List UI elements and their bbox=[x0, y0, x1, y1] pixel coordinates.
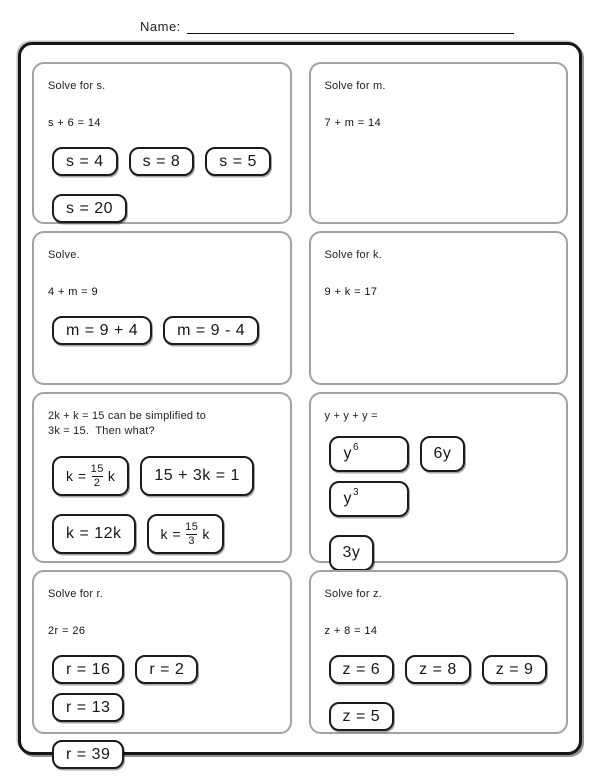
problem-equation: 7 + m = 14 bbox=[324, 117, 382, 129]
choice-group bbox=[52, 147, 278, 223]
choice-pill[interactable]: z = 8 bbox=[405, 655, 471, 684]
prompt-line-2: 3k = 15. Then what? bbox=[48, 425, 155, 437]
worksheet-frame bbox=[18, 42, 582, 763]
choice-group bbox=[52, 456, 278, 554]
problem-prompt: Solve for r. bbox=[48, 588, 103, 600]
choice-pill[interactable]: m = 9 + 4 bbox=[52, 316, 152, 345]
fraction-prefix: k = bbox=[160, 526, 182, 542]
power-base: y bbox=[343, 445, 352, 462]
name-label: Name: bbox=[140, 19, 181, 34]
problem-prompt bbox=[48, 409, 278, 439]
problem-prompt: Solve. bbox=[48, 249, 80, 261]
problem-prompt: Solve for z. bbox=[324, 588, 382, 600]
choice-pill[interactable]: r = 2 bbox=[135, 655, 198, 684]
problem-box-s bbox=[32, 62, 292, 224]
choice-pill[interactable]: 15 + 3k = 1 bbox=[140, 456, 254, 496]
fraction-numerator: 15 bbox=[90, 462, 104, 475]
fraction bbox=[185, 521, 198, 547]
name-input-line[interactable] bbox=[187, 18, 514, 34]
problem-box-z bbox=[309, 570, 569, 734]
fraction-denominator: 3 bbox=[188, 534, 196, 547]
choice-pill[interactable]: z = 9 bbox=[482, 655, 548, 684]
choice-pill[interactable]: y $^3$ bbox=[329, 481, 409, 517]
name-header bbox=[140, 18, 514, 34]
choice-pill[interactable]: s = 5 bbox=[205, 147, 271, 176]
fraction-prefix: k = bbox=[66, 468, 87, 484]
choice-pill[interactable]: s = 8 bbox=[129, 147, 195, 176]
problem-prompt: Solve for s. bbox=[48, 80, 106, 92]
problem-equation: 2r = 26 bbox=[48, 625, 86, 637]
choice-pill[interactable]: r = 13 bbox=[52, 693, 124, 722]
choice-pill[interactable]: s = 4 bbox=[52, 147, 118, 176]
problem-box-solve bbox=[32, 231, 292, 385]
problem-box-r bbox=[32, 570, 292, 763]
problem-box-y bbox=[309, 392, 569, 563]
problem-prompt: Solve for m. bbox=[324, 80, 386, 92]
choice-pill[interactable]: s = 20 bbox=[52, 194, 127, 223]
choice-pill[interactable]: 3y bbox=[329, 535, 375, 571]
choice-pill[interactable]: r = 39 bbox=[52, 740, 124, 769]
choice-pill[interactable]: 6y bbox=[420, 436, 466, 472]
choice-group bbox=[52, 316, 278, 345]
choice-pill[interactable] bbox=[52, 456, 129, 496]
choice-pill[interactable]: k = 12k bbox=[52, 514, 136, 554]
choice-group bbox=[329, 655, 555, 731]
choice-pill[interactable]: z = 5 bbox=[329, 702, 395, 731]
choice-pill[interactable] bbox=[147, 514, 224, 554]
power-base: y bbox=[343, 490, 352, 507]
choice-group bbox=[329, 436, 555, 571]
problem-equation: s + 6 = 14 bbox=[48, 117, 101, 129]
problem-prompt: y + y + y = bbox=[324, 410, 378, 422]
fraction bbox=[91, 463, 104, 489]
fraction-suffix: k bbox=[107, 468, 116, 484]
problem-box-k bbox=[309, 231, 569, 385]
choice-pill[interactable]: z = 6 bbox=[329, 655, 395, 684]
choice-pill[interactable]: r = 16 bbox=[52, 655, 124, 684]
problem-box-simplify bbox=[32, 392, 292, 563]
fraction-suffix: k bbox=[202, 526, 210, 542]
problem-box-m bbox=[309, 62, 569, 224]
fraction-denominator: 2 bbox=[93, 476, 101, 489]
choice-pill[interactable]: y $^6$ bbox=[329, 436, 409, 472]
choice-group bbox=[52, 655, 278, 769]
prompt-line-1: 2k + k = 15 can be simplified to bbox=[48, 410, 207, 422]
problem-equation: 9 + k = 17 bbox=[324, 286, 378, 298]
problem-prompt: Solve for k. bbox=[324, 249, 382, 261]
problem-equation: 4 + m = 9 bbox=[48, 286, 99, 298]
fraction-numerator: 15 bbox=[185, 520, 199, 533]
choice-pill[interactable]: m = 9 - 4 bbox=[163, 316, 259, 345]
problem-equation: z + 8 = 14 bbox=[324, 625, 378, 637]
